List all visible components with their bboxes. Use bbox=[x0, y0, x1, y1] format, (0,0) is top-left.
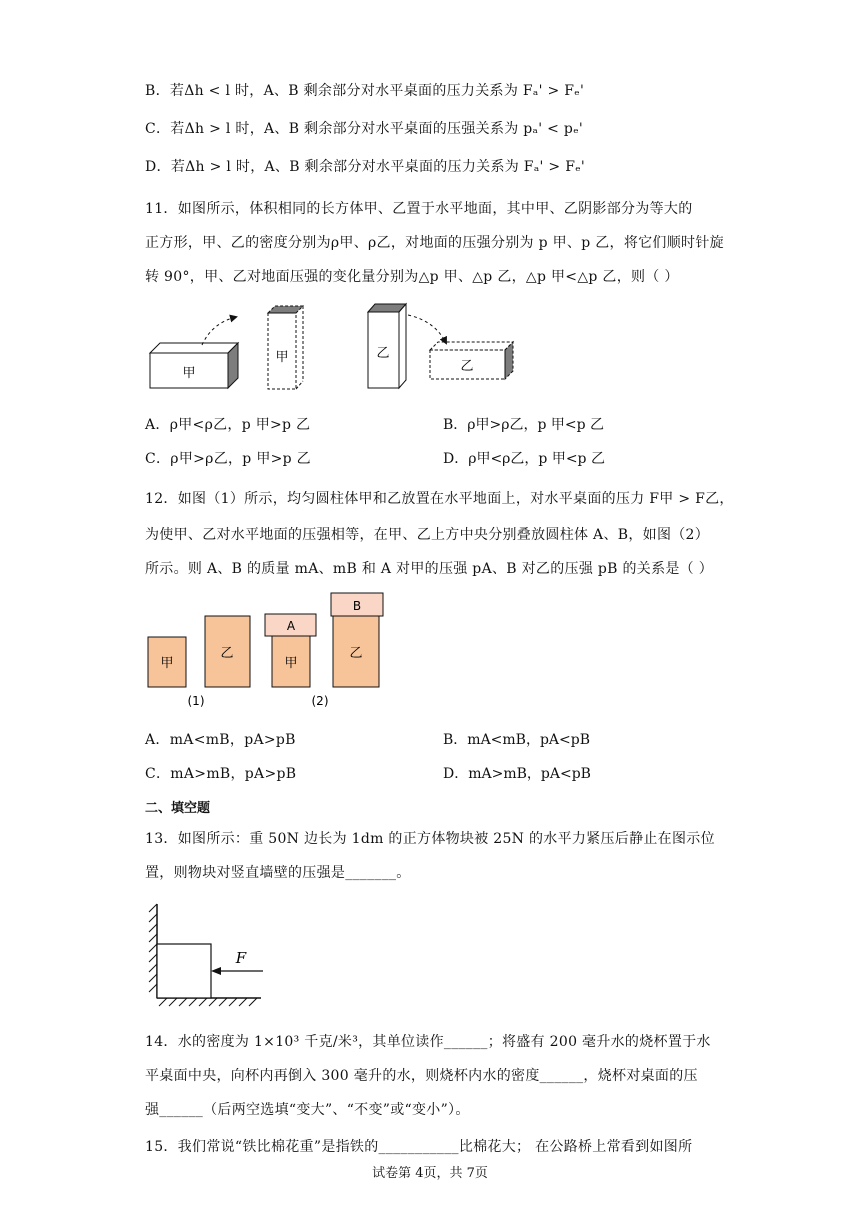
q10-option-d: D．若Δh > l 时，A、B 剩余部分对水平桌面的压力关系为 Fₐ' > Fₑ' bbox=[145, 159, 586, 175]
svg-text:甲: 甲 bbox=[275, 350, 289, 365]
q11-option-d: D．ρ甲<ρ乙，p 甲<p 乙 bbox=[443, 451, 605, 467]
svg-text:甲: 甲 bbox=[284, 656, 298, 671]
jia-label: 甲 bbox=[182, 366, 196, 381]
q14-stem-line2: 平桌面中央，向杯内再倒入 300 毫升的水，则烧杯内水的密度______，烧杯对桌面的压 bbox=[145, 1068, 698, 1084]
yi-label: 乙 bbox=[376, 346, 390, 361]
q10-option-c: C．若Δh > l 时，A、B 剩余部分对水平桌面的压强关系为 pₐ' < pₑ' bbox=[145, 121, 584, 137]
q12-option-d: D．mA>mB，pA<pB bbox=[443, 766, 591, 782]
q14-stem-line1: 14．水的密度为 1×10³ 千克/米³，其单位读作______；将盛有 200 毫升水的烧杯置于水 bbox=[145, 1034, 711, 1050]
jia-block-vertical bbox=[268, 306, 303, 389]
q11-option-c: C．ρ甲>ρ乙，p 甲>p 乙 bbox=[145, 451, 311, 467]
q14-stem-line3: 强______（后两空选填“变大”、“不变”或“变小”）。 bbox=[145, 1102, 470, 1118]
wall-hatch bbox=[149, 904, 157, 992]
section-title: 二、填空题 bbox=[145, 801, 211, 816]
q11-figure bbox=[140, 295, 530, 400]
q13-figure bbox=[145, 900, 275, 1010]
svg-text:B: B bbox=[352, 599, 362, 613]
q12-option-b: B．mA<mB，pA<pB bbox=[443, 732, 591, 748]
floor-hatch bbox=[159, 998, 257, 1006]
svg-text:甲: 甲 bbox=[160, 656, 174, 671]
q12-option-c: C．mA>mB，pA>pB bbox=[145, 766, 297, 782]
caption-1: (1) bbox=[187, 694, 205, 708]
svg-text:乙: 乙 bbox=[349, 646, 363, 661]
q15-stem-line1: 15．我们常说“铁比棉花重”是指铁的___________比棉花大； 在公路桥上常看到如图所 bbox=[145, 1139, 693, 1155]
q10-option-b: B．若Δh < l 时，A、B 剩余部分对水平桌面的压力关系为 Fₐ' > Fₑ' bbox=[145, 83, 585, 99]
q11-stem-line3: 转 90°，甲、乙对地面压强的变化量分别为△p 甲、△p 乙，△p 甲<△p 乙，则（ ） bbox=[145, 269, 679, 285]
q12-figure bbox=[140, 590, 390, 715]
q13-stem-line2: 置，则物块对竖直墙壁的压强是_______。 bbox=[145, 865, 411, 881]
svg-text:乙: 乙 bbox=[460, 359, 474, 374]
jia-block-horizontal bbox=[150, 343, 238, 388]
cube-block bbox=[157, 944, 211, 998]
q11-stem-line2: 正方形，甲、乙的密度分别为ρ甲、ρ乙，对地面的压强分别为 p 甲、p 乙，将它们顺时针旋 bbox=[145, 235, 724, 251]
q12-stem-line1: 12．如图（1）所示，均匀圆柱体甲和乙放置在水平地面上，对水平桌面的压力 F甲 > F乙， bbox=[145, 491, 734, 507]
q13-stem-line1: 13．如图所示：重 50N 边长为 1dm 的正方体物块被 25N 的水平力紧压后静止在图示位 bbox=[145, 831, 715, 847]
rotate-arrow-jia bbox=[202, 317, 236, 345]
caption-2: (2) bbox=[311, 694, 329, 708]
yi-block-vertical bbox=[368, 304, 406, 388]
q11-stem-line1: 11．如图所示，体积相同的长方体甲、乙置于水平地面，其中甲、乙阴影部分为等大的 bbox=[145, 201, 693, 217]
q12-stem-line3: 所示。则 A、B 的质量 mA、mB 和 A 对甲的压强 pA、B 对乙的压强 pB 的关系是（ ） bbox=[145, 561, 714, 577]
q12-stem-line2: 为使甲、乙对水平地面的压强相等，在甲、乙上方中央分别叠放圆柱体 A、B，如图（2） bbox=[145, 527, 710, 543]
q11-option-b: B．ρ甲>ρ乙，p 甲<p 乙 bbox=[443, 417, 605, 433]
rotate-arrow-yi bbox=[408, 315, 446, 343]
q12-option-a: A．mA<mB，pA>pB bbox=[145, 732, 296, 748]
svg-text:A: A bbox=[286, 619, 296, 633]
svg-text:乙: 乙 bbox=[220, 646, 234, 661]
page-footer: 试卷第 4页，共 7页 bbox=[372, 1166, 488, 1181]
force-label: F bbox=[235, 949, 247, 967]
yi-block-horizontal bbox=[430, 342, 513, 379]
q11-option-a: A．ρ甲<ρ乙，p 甲>p 乙 bbox=[145, 417, 311, 433]
